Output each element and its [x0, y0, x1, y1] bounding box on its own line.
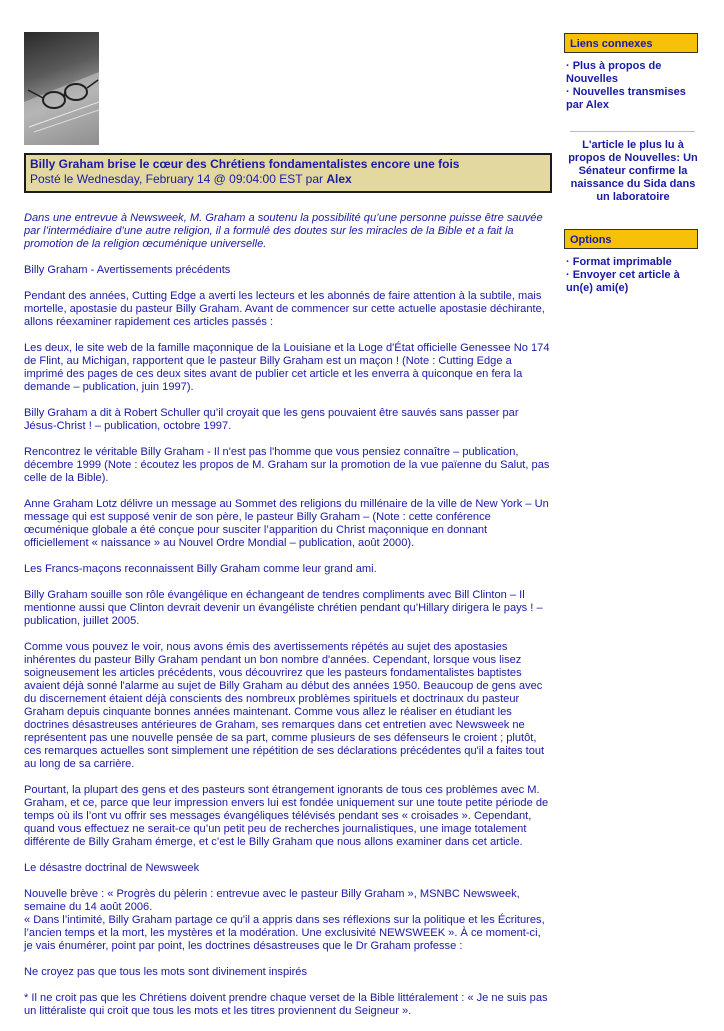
related-link-more-news[interactable]: · Plus à propos de Nouvelles: [566, 60, 662, 85]
article-paragraph: Anne Graham Lotz délivre un message au Sommet des religions du millénaire de la ville de New York – Un message qui est supposé venir de son père, le pasteur Billy Graham – (Note : cette conférence œcuménique globale a été conçue pour susciter l’apparition du Christ maçonnique en donnant officiellement « naissance » au Nouvel Ordre Mondial – publication, août 2000).: [24, 498, 549, 549]
options-header: Options: [564, 229, 698, 249]
related-links-header: Liens connexes: [564, 33, 698, 53]
print-format-link[interactable]: · Format imprimable: [566, 256, 672, 268]
options-list: [566, 256, 701, 295]
article-title: Billy Graham brise le cœur des Chrétiens fondamentalistes encore une fois: [30, 157, 460, 171]
news-brief-quote: « Dans l’intimité, Billy Graham partage ce qu'il a appris dans ses réflexions sur la politique et les Écritures, l’ancien temps et la mort, les mystères et la modération. Une exclusivité NEWSWEEK ». À ce moment-ci, je vais énumérer, point par point, les doctrines désastreuses que le Dr Graham professe :: [24, 914, 545, 952]
sidebar-divider: [570, 131, 695, 132]
article-subheading: Le désastre doctrinal de Newsweek: [24, 862, 200, 874]
article-paragraph: * Il ne croit pas que les Chrétiens doivent prendre chaque verset de la Bible littéralement : « Je ne suis pas un littéraliste qui croit que tous les mots et les titres proviennent du Seigneur ».: [24, 992, 548, 1017]
most-read-article-link[interactable]: L'article le plus lu à propos de Nouvelles: Un Sénateur confirme la naissance du Sida dans un laboratoire: [568, 139, 698, 203]
article-header: [24, 153, 552, 193]
posted-text: Posté le Wednesday, February 14 @ 09:04:00 EST par: [30, 172, 324, 186]
send-to-friend-link[interactable]: · Envoyer cet article à un(e) ami(e): [566, 269, 680, 294]
article-intro: Dans une entrevue à Newsweek, M. Graham a soutenu la possibilité qu’une personne puisse être sauvée par l’intermédiaire d’une autre religion, il a formulé des doutes sur les miracles de la Bible et a fait la promotion de la religion œcuménique universelle.: [24, 212, 543, 250]
article-paragraph: Billy Graham souille son rôle évangélique en échangeant de tendres compliments avec Bill Clinton – Il mentionne aussi que Clinton devrait devenir un évangéliste chrétien pendant qu’Hillary dirigera le pays ! – publication, juillet 2005.: [24, 589, 543, 627]
article-paragraph: Billy Graham a dit à Robert Schuller qu’il croyait que les gens pouvaient être sauvés sans passer par Jésus-Christ ! – publication, octobre 1997.: [24, 407, 519, 432]
article-paragraph: Pendant des années, Cutting Edge a averti les lecteurs et les abonnés de faire attention à la subtile, mais mortelle, apostasie du pasteur Billy Graham. Avant de commencer sur cette actuelle apostasie déchirante, allons réexaminer rapidement ces articles passés :: [24, 290, 545, 328]
article-paragraph: Comme vous pouvez le voir, nous avons émis des avertissements répétés au sujet des apostasies inhérentes du pasteur Billy Graham pendant un bon nombre d'années. Cependant, lorsque vous lisez soigneusement les articles précédents, vous découvrirez que les pasteurs fondamentalistes baptistes avaient déjà sonné l'alarme au sujet de Billy Graham au début des années 1950. Beaucoup de gens avec du discernement étaient déjà conscients des nombreux problèmes spirituels et doctrinaux du pasteur Graham depuis cinquante bonnes années maintenant. Comme vous allez le réaliser en étudiant les doctrines désastreuses antérieures de Graham, ses remarques dans cet entretien avec Newsweek ne représentent pas une nouvelle pensée de sa part, comme plusieurs de ses défenseurs le croient ; plutôt, ces remarques actuelles sont simplement une répétition de ses déclarations précédentes qu'il a faites tout au long de sa carrière.: [24, 641, 545, 770]
article-posted-line: [30, 172, 550, 187]
article-photo-glasses: [24, 32, 99, 145]
related-link-by-alex[interactable]: · Nouvelles transmises par Alex: [566, 86, 686, 111]
article-paragraph: Billy Graham - Avertissements précédents: [24, 264, 231, 276]
article-paragraph: Rencontrez le véritable Billy Graham - Il n'est pas l'homme que vous pensiez connaître – publication, décembre 1999 (Note : écoutez les propos de M. Graham sur la promotion de la vue païenne du Salut, pas celle de la Bible).: [24, 446, 550, 484]
related-links-list: [566, 60, 701, 112]
author-link[interactable]: Alex: [326, 172, 352, 186]
article-paragraph: Les deux, le site web de la famille maçonnique de la Louisiane et la Loge d'État officielle Genessee No 174 de Flint, au Michigan, rapportent que le pasteur Billy Graham est un maçon ! (Note : Cutting Edge a imprimé des pages de ces deux sites avant de publier cet article et les enverra à quiconque en fera la demande – publication, juin 1997).: [24, 342, 550, 393]
news-brief: [24, 888, 550, 953]
article-paragraph: Les Francs-maçons reconnaissent Billy Graham comme leur grand ami.: [24, 563, 377, 575]
article-paragraph: Pourtant, la plupart des gens et des pasteurs sont étrangement ignorants de tous ces problèmes avec M. Graham, et ce, parce que leur impression envers lui est fondée uniquement sur une toute petite période de temps où ils l’ont vu offrir ses messages évangéliques télévisés pendant ses « croisades ». Cependant, quand vous effectuez ne serait-ce qu’un petit peu de recherches journalistiques, une image totalement différente de Billy Graham émerge, et c’est le Billy Graham que nous allons examiner dans cet article.: [24, 784, 549, 848]
glasses-icon: [24, 32, 99, 145]
article-subheading: Ne croyez pas que tous les mots sont divinement inspirés: [24, 966, 308, 978]
article-body: [24, 212, 550, 1031]
news-brief-title: Nouvelle brève : « Progrès du pèlerin : entrevue avec le pasteur Billy Graham », MSNBC Newsweek, semaine du 14 août 2006.: [24, 888, 520, 913]
